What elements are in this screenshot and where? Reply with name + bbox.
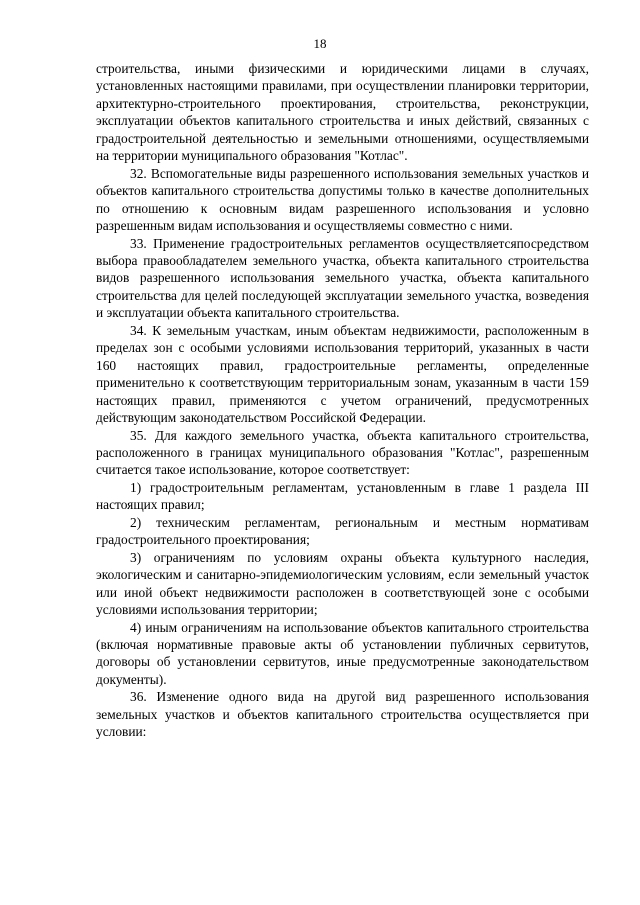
- list-item-1: 1) градостроительным регламентам, установленным в главе 1 раздела III настоящих правил;: [96, 479, 589, 513]
- paragraph-continuation: строительства, иными физическими и юридическими лицами в случаях, установленных настоящими правилами, при осуществлении планировки территории, архитектурно-строительного проектирования, строительства, реконструкции, эксплуатации объектов капитального строительства и иных действий, связанных с градостроительной деятельностью и земельными отношениями, осуществляемыми на территории муниципального образования "Котлас".: [96, 61, 589, 164]
- paragraph-36: 36. Изменение одного вида на другой вид разрешенного использования земельных участков и объектов капитального строительства осуществляется при условии:: [96, 689, 589, 740]
- page-number: 18: [313, 36, 327, 51]
- document-body: [96, 60, 589, 741]
- list-item-3: 3) ограничениям по условиям охраны объекта культурного наследия, экологическим и санитарно-эпидемиологическим условиям, если земельный участок или иной объект недвижимости расположен в соответствующей зоне с особыми условиями использования территории;: [96, 549, 589, 618]
- list-item-2: 2) техническим регламентам, региональным и местным нормативам градостроительного проектирования;: [96, 514, 589, 548]
- paragraph-35: 35. Для каждого земельного участка, объекта капитального строительства, расположенного в границах муниципального образования "Котлас", разрешенным считается такое использование, которое соответствует:: [96, 427, 589, 478]
- paragraph-32: 32. Вспомогательные виды разрешенного использования земельных участков и объектов капитального строительства допустимы только в качестве дополнительных по отношению к основным видам разрешенного использования и условно разрешенным видам использования и осуществляемы совместно с ними.: [96, 165, 589, 234]
- list-item-4: 4) иным ограничениям на использование объектов капитального строительства (включая нормативные правовые акты об установлении публичных сервитутов, договоры об установлении сервитутов, иные предусмотренные законодательством документы).: [96, 619, 589, 687]
- paragraph-33: 33. Применение градостроительных регламентов осуществляетсяпосредством выбора правообладателем земельного участка, объекта капитального строительства видов разрешенного использования земельного участка, объекта капитального строительства для целей последующей эксплуатации земельного участка, возведения и эксплуатации объекта капитального строительства.: [96, 235, 589, 321]
- paragraph-34: 34. К земельным участкам, иным объектам недвижимости, расположенным в пределах зон с особыми условиями использования территорий, указанных в части 160 настоящих правил, градостроительные регламенты, определенные применительно к соответствующим территориальным зонам, указанным в части 159 настоящих правил, применяются с учетом ограничений, предусмотренных действующим законодательством Российской Федерации.: [96, 322, 589, 426]
